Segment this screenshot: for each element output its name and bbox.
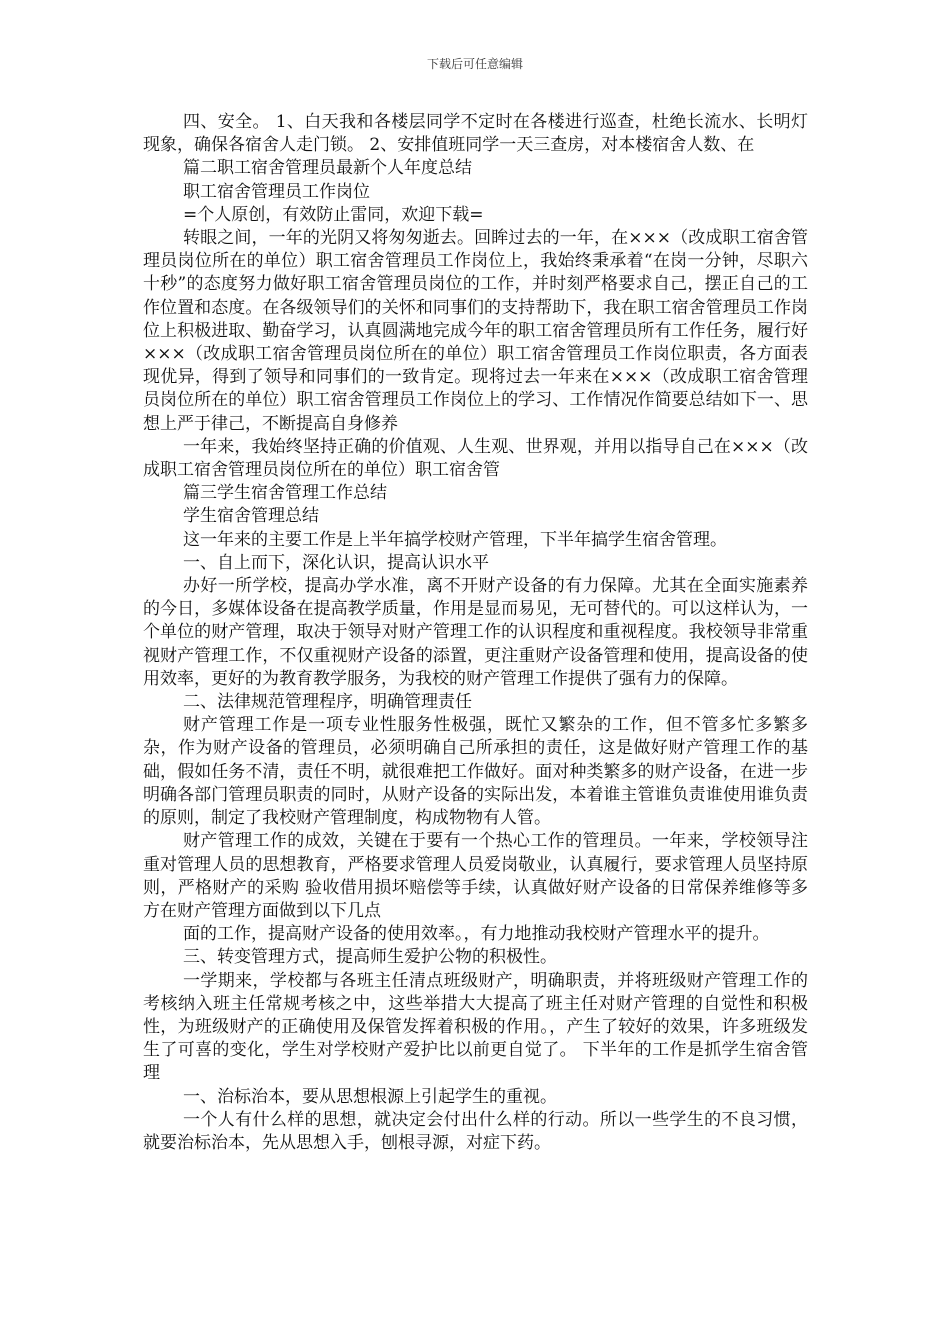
paragraph-values: 一年来，我始终坚持正确的价值观、人生观、世界观，并用以指导自己在×××（改成职工宿舍管理员岗位所在的单位）职工宿舍管: [143, 436, 808, 481]
paragraph-asset-responsibility: 财产管理工作是一项专业性服务性极强，既忙又繁杂的工作，但不管多忙多繁多杂，作为财产设备的管理员，必须明确自己所承担的责任，这是做好财产管理工作的基础，假如任务不清，责任不明，就很难把工作做好。面对种类繁多的财产设备，在进一步明确各部门管理员职责的同时，从财产设备的实际出发，本着谁主管谁负责谁使用谁负责的原则，制定了我校财产管理制度，构成物物有人管。: [143, 715, 808, 829]
paragraph-main-work: 这一年来的主要工作是上半年搞学校财产管理，下半年搞学生宿舍管理。: [183, 529, 727, 550]
paragraph-school-assets: 办好一所学校，提高办学水准，离不开财产设备的有力保障。尤其在全面实施素养的今日，多媒体设备在提高教学质量，作用是显而易见，无可替代的。可以这样认为，一个单位的财产管理，取决于领导对财产管理工作的认识程度和重视程度。我校领导非常重视财产管理工作，不仅重视财产设备的添置，更注重财产设备管理和使用，提高设备的使用效率，更好的为教育教学服务，为我校的财产管理工作提供了强有力的保障。: [143, 576, 808, 689]
heading-root-causes: 一、治标治本，要从思想根源上引起学生的重视。: [183, 1086, 557, 1107]
paragraph-usage-efficiency: 面的工作，提高财产设备的使用效率。，有力地推动我校财产管理水平的提升。: [183, 924, 770, 945]
heading-deepen-understanding: 一、自上而下，深化认识，提高认识水平: [183, 552, 489, 573]
paragraph-year-review: 转眼之间，一年的光阴又将匆匆逝去。回眸过去的一年，在×××（改成职工宿舍管理员岗位所在的单位）职工宿舍管理员工作岗位上，我始终秉承着“在岗一分钟，尽职六十秒”的态度努力做好职工宿舍管理员岗位的工作，并时刻严格要求自己，摆正自己的工作位置和态度。在各级领导们的关怀和同事们的支持帮助下，我在职工宿舍管理员工作岗位上积极进取、勤奋学习，认真圆满地完成今年的职工宿舍管理员所有工作任务，履行好×××（改成职工宿舍管理员岗位所在的单位）职工宿舍管理员工作岗位职责，各方面表现优异，得到了领导和同事们的一致肯定。现将过去一年来在×××（改成职工宿舍管理员岗位所在的单位）职工宿舍管理员工作岗位上的学习、工作情况作简要总结如下一、思想上严于律己，不断提高自身修养: [143, 228, 808, 434]
section-heading-part-three: 篇三学生宿舍管理工作总结: [183, 483, 387, 504]
subheading-student-dorm-summary: 学生宿舍管理总结: [183, 506, 319, 527]
original-notice: =个人原创，有效防止雷同，欢迎下载=: [183, 204, 484, 225]
document-body: [143, 111, 808, 1155]
paragraph-student-habits: 一个人有什么样的思想，就决定会付出什么样的行动。所以一些学生的不良习惯，就要治标治本，先从思想入手，刨根寻源，对症下药。: [143, 1109, 808, 1153]
paragraph-safety: 四、安全。 1、白天我和各楼层同学不定时在各楼进行巡查，杜绝长流水、长明灯现象，确保各宿舍人走门锁。 2、安排值班同学一天三查房，对本楼宿舍人数、在: [143, 112, 808, 156]
paragraph-asset-effectiveness: 财产管理工作的成效，关键在于要有一个热心工作的管理员。一年来，学校领导注重对管理人员的思想教育，严格要求管理人员爱岗敬业，认真履行，要求管理人员坚持原则，严格财产的采购 验收借用损坏赔偿等手续，认真做好财产设备的日常保养维修等多方在财产管理方面做到以下几点: [143, 831, 808, 921]
heading-regulate-procedures: 二、法律规范管理程序，明确管理责任: [183, 692, 472, 713]
paragraph-class-assets: 一学期来，学校都与各班主任清点班级财产，明确职责，并将班级财产管理工作的考核纳入班主任常规考核之中，这些举措大大提高了班主任对财产管理的自觉性和积极性，为班级财产的正确使用及保管发挥着积极的作用。，产生了较好的效果，许多班级发生了可喜的变化，学生对学校财产爱护比以前更自觉了。 下半年的工作是抓学生宿舍管理: [143, 970, 808, 1084]
page-header-note: 下载后可任意编辑: [426, 57, 523, 71]
section-heading-part-two: 篇二职工宿舍管理员最新个人年度总结: [183, 158, 472, 179]
heading-change-management: 三、转变管理方式，提高师生爱护公物的积极性。: [183, 947, 557, 968]
subheading-staff-dorm-post: 职工宿舍管理员工作岗位: [183, 181, 370, 202]
